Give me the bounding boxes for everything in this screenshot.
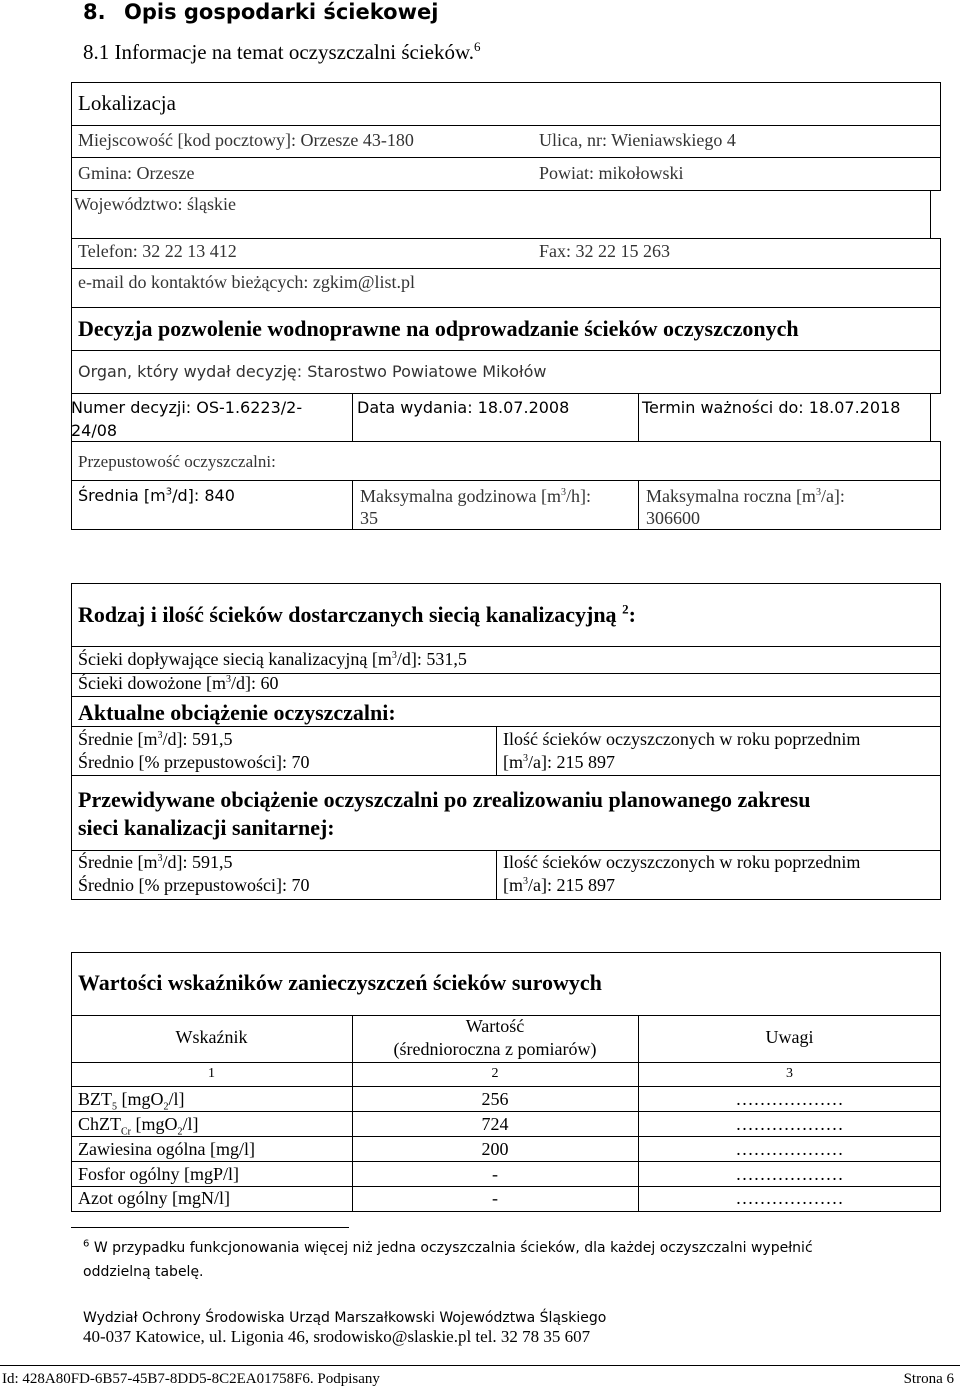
divider bbox=[71, 1111, 941, 1112]
issue-date: Data wydania: 18.07.2008 bbox=[357, 398, 570, 417]
location-header-cell bbox=[71, 82, 941, 126]
divider bbox=[638, 480, 639, 530]
table-row-indicator: Azot ogólny [mgN/l] bbox=[78, 1188, 230, 1208]
capacity-max-yearly: Maksymalna roczna $[m^3/a]$: bbox=[646, 486, 845, 506]
divider bbox=[71, 1161, 941, 1162]
table-row-indicator: Fosfor ogólny [mgP/l] bbox=[78, 1164, 240, 1184]
divider bbox=[71, 157, 941, 158]
footer-address: 40-037 Katowice, ul. Ligonia 46, srodowisko@slaskie.pl tel. 32 78 35 607 bbox=[83, 1327, 591, 1346]
divider bbox=[71, 1062, 941, 1063]
divider bbox=[71, 1086, 941, 1087]
divider bbox=[71, 1136, 941, 1137]
powiat-field: Powiat: mikołowski bbox=[539, 163, 684, 183]
planned-treated-value: $[m^3/a]$: 215 897 bbox=[503, 875, 615, 895]
table-row-indicator: Zawiesina ogólna [mg/l] bbox=[78, 1139, 255, 1159]
table-row-value: 200 bbox=[481, 1139, 509, 1159]
section-title: Opis gospodarki ściekowej bbox=[124, 0, 439, 24]
capacity-label: Przepustowość oczyszczalni: bbox=[78, 452, 276, 471]
treated-value: $[m^3/a]$: 215 897 bbox=[503, 752, 615, 772]
table-row-note: ……………… bbox=[735, 1089, 844, 1109]
capacity-max-hourly-value: 35 bbox=[360, 508, 378, 528]
gmina-field: Gmina: Orzesze bbox=[78, 163, 195, 183]
col-header-value-line2: (średnioroczna z pomiarów) bbox=[393, 1039, 597, 1059]
divider bbox=[71, 1186, 941, 1187]
decision-number-line1: Numer decyzji: OS-1.6223/2- bbox=[71, 398, 303, 417]
pollutants-header: Wartości wskaźników zanieczyszczeń ścieków surowych bbox=[78, 970, 602, 995]
table-row-indicator: $BZT_5$ [mgO$_2$/l] bbox=[78, 1089, 185, 1113]
street-field: Ulica, nr: Wieniawskiego 4 bbox=[539, 130, 736, 150]
divider bbox=[71, 268, 941, 269]
document-id: Id: 428A80FD-6B57-45B7-8DD5-8C2EA01758F6. Podpisany bbox=[2, 1371, 380, 1387]
phone-field: Telefon: 32 22 13 412 bbox=[78, 241, 237, 261]
current-load-header: Aktualne obciążenie oczyszczalni: bbox=[78, 700, 396, 725]
divider bbox=[496, 850, 497, 900]
table-row-note: ……………… bbox=[735, 1164, 844, 1184]
table-row-indicator: ChZT$_{Cr}$ [mgO$_2$/l] bbox=[78, 1114, 199, 1138]
footer-separator bbox=[0, 1365, 960, 1366]
divider bbox=[71, 190, 72, 238]
capacity-max-hourly: Maksymalna godzinowa $[m^3/h]$: bbox=[360, 486, 591, 506]
divider bbox=[496, 726, 497, 776]
delivered-field: Ścieki dowożone $[m^3/d]$: 60 bbox=[78, 673, 279, 693]
planned-capacity-pct: Średnio [% przepustowości]: 70 bbox=[78, 875, 310, 895]
divider bbox=[930, 393, 931, 441]
footnote-line2: oddzielną tabelę. bbox=[83, 1264, 204, 1280]
voivodeship-field: Województwo: śląskie bbox=[74, 194, 237, 214]
subsection-title: 8.1 Informacje na temat oczyszczalni ścieków.$^6$ bbox=[83, 39, 481, 64]
fax-field: Fax: 32 22 15 263 bbox=[539, 241, 671, 261]
footer-office: Wydział Ochrony Środowiska Urząd Marszałkowski Województwa Śląskiego bbox=[83, 1310, 607, 1326]
table-row-note: ……………… bbox=[735, 1188, 844, 1208]
valid-until: Termin ważności do: 18.07.2018 bbox=[642, 398, 901, 417]
current-average: Średnie $[m^3/d]$: 591,5 bbox=[78, 729, 233, 749]
table-row-value: 256 bbox=[481, 1089, 509, 1109]
col-number-3: 3 bbox=[786, 1066, 793, 1081]
col-header-notes: Uwagi bbox=[765, 1027, 814, 1047]
planned-load-header-line1: Przewidywane obciążenie oczyszczalni po zrealizowaniu planowanego zakresu bbox=[78, 787, 811, 812]
divider bbox=[352, 480, 353, 530]
col-number-2: 2 bbox=[491, 1066, 499, 1081]
table-row-value: - bbox=[492, 1164, 498, 1184]
page-number: Strona 6 bbox=[903, 1371, 954, 1387]
treated-label: Ilość ścieków oczyszczonych w roku poprzednim bbox=[503, 729, 861, 749]
col-header-value-line1: Wartość bbox=[465, 1016, 525, 1036]
col-header-indicator: Wskaźnik bbox=[175, 1027, 248, 1047]
divider bbox=[930, 190, 931, 238]
inflow-field: Ścieki dopływające siecią kanalizacyjną $[m^3/d]$: 531,5 bbox=[78, 649, 467, 669]
planned-average: Średnie $[m^3/d]$: 591,5 bbox=[78, 852, 233, 872]
table-row-note: ……………… bbox=[735, 1114, 844, 1134]
table-row-value: - bbox=[492, 1188, 498, 1208]
planned-load-header-line2: sieci kanalizacji sanitarnej: bbox=[78, 815, 335, 840]
location-header: Lokalizacja bbox=[78, 91, 176, 115]
organ-field: Organ, który wydał decyzję: Starostwo Powiatowe Mikołów bbox=[78, 362, 547, 381]
decision-header: Decyzja pozwolenie wodnoprawne na odprowadzanie ścieków oczyszczonych bbox=[78, 316, 799, 341]
divider bbox=[638, 393, 639, 441]
col-number-1: 1 bbox=[208, 1066, 215, 1081]
email-field: e-mail do kontaktów bieżących: zgkim@list.pl bbox=[78, 272, 415, 292]
footnote-line1: $^6$ W przypadku funkcjonowania więcej niż jedna oczyszczalnia ścieków, dla każdej oczyszczalni wypełnić bbox=[83, 1238, 813, 1256]
capacity-max-yearly-value: 306600 bbox=[646, 508, 700, 528]
section-number: 8. bbox=[83, 0, 106, 24]
footnote-separator bbox=[71, 1227, 349, 1228]
decision-number-line2: 24/08 bbox=[71, 421, 118, 440]
divider bbox=[352, 393, 353, 441]
table-row-value: 724 bbox=[481, 1114, 509, 1134]
capacity-average: Średnia $[m^3/d]$: 840 bbox=[78, 486, 235, 505]
current-capacity-pct: Średnio [% przepustowości]: 70 bbox=[78, 752, 310, 772]
planned-treated-label: Ilość ścieków oczyszczonych w roku poprzednim bbox=[503, 852, 861, 872]
table-row-note: ……………… bbox=[735, 1139, 844, 1159]
city-field: Miejscowość [kod pocztowy]: Orzesze 43-180 bbox=[78, 130, 414, 150]
sewage-header: Rodzaj i ilość ścieków dostarczanych siecią kanalizacyjną $^2$: bbox=[78, 601, 636, 627]
